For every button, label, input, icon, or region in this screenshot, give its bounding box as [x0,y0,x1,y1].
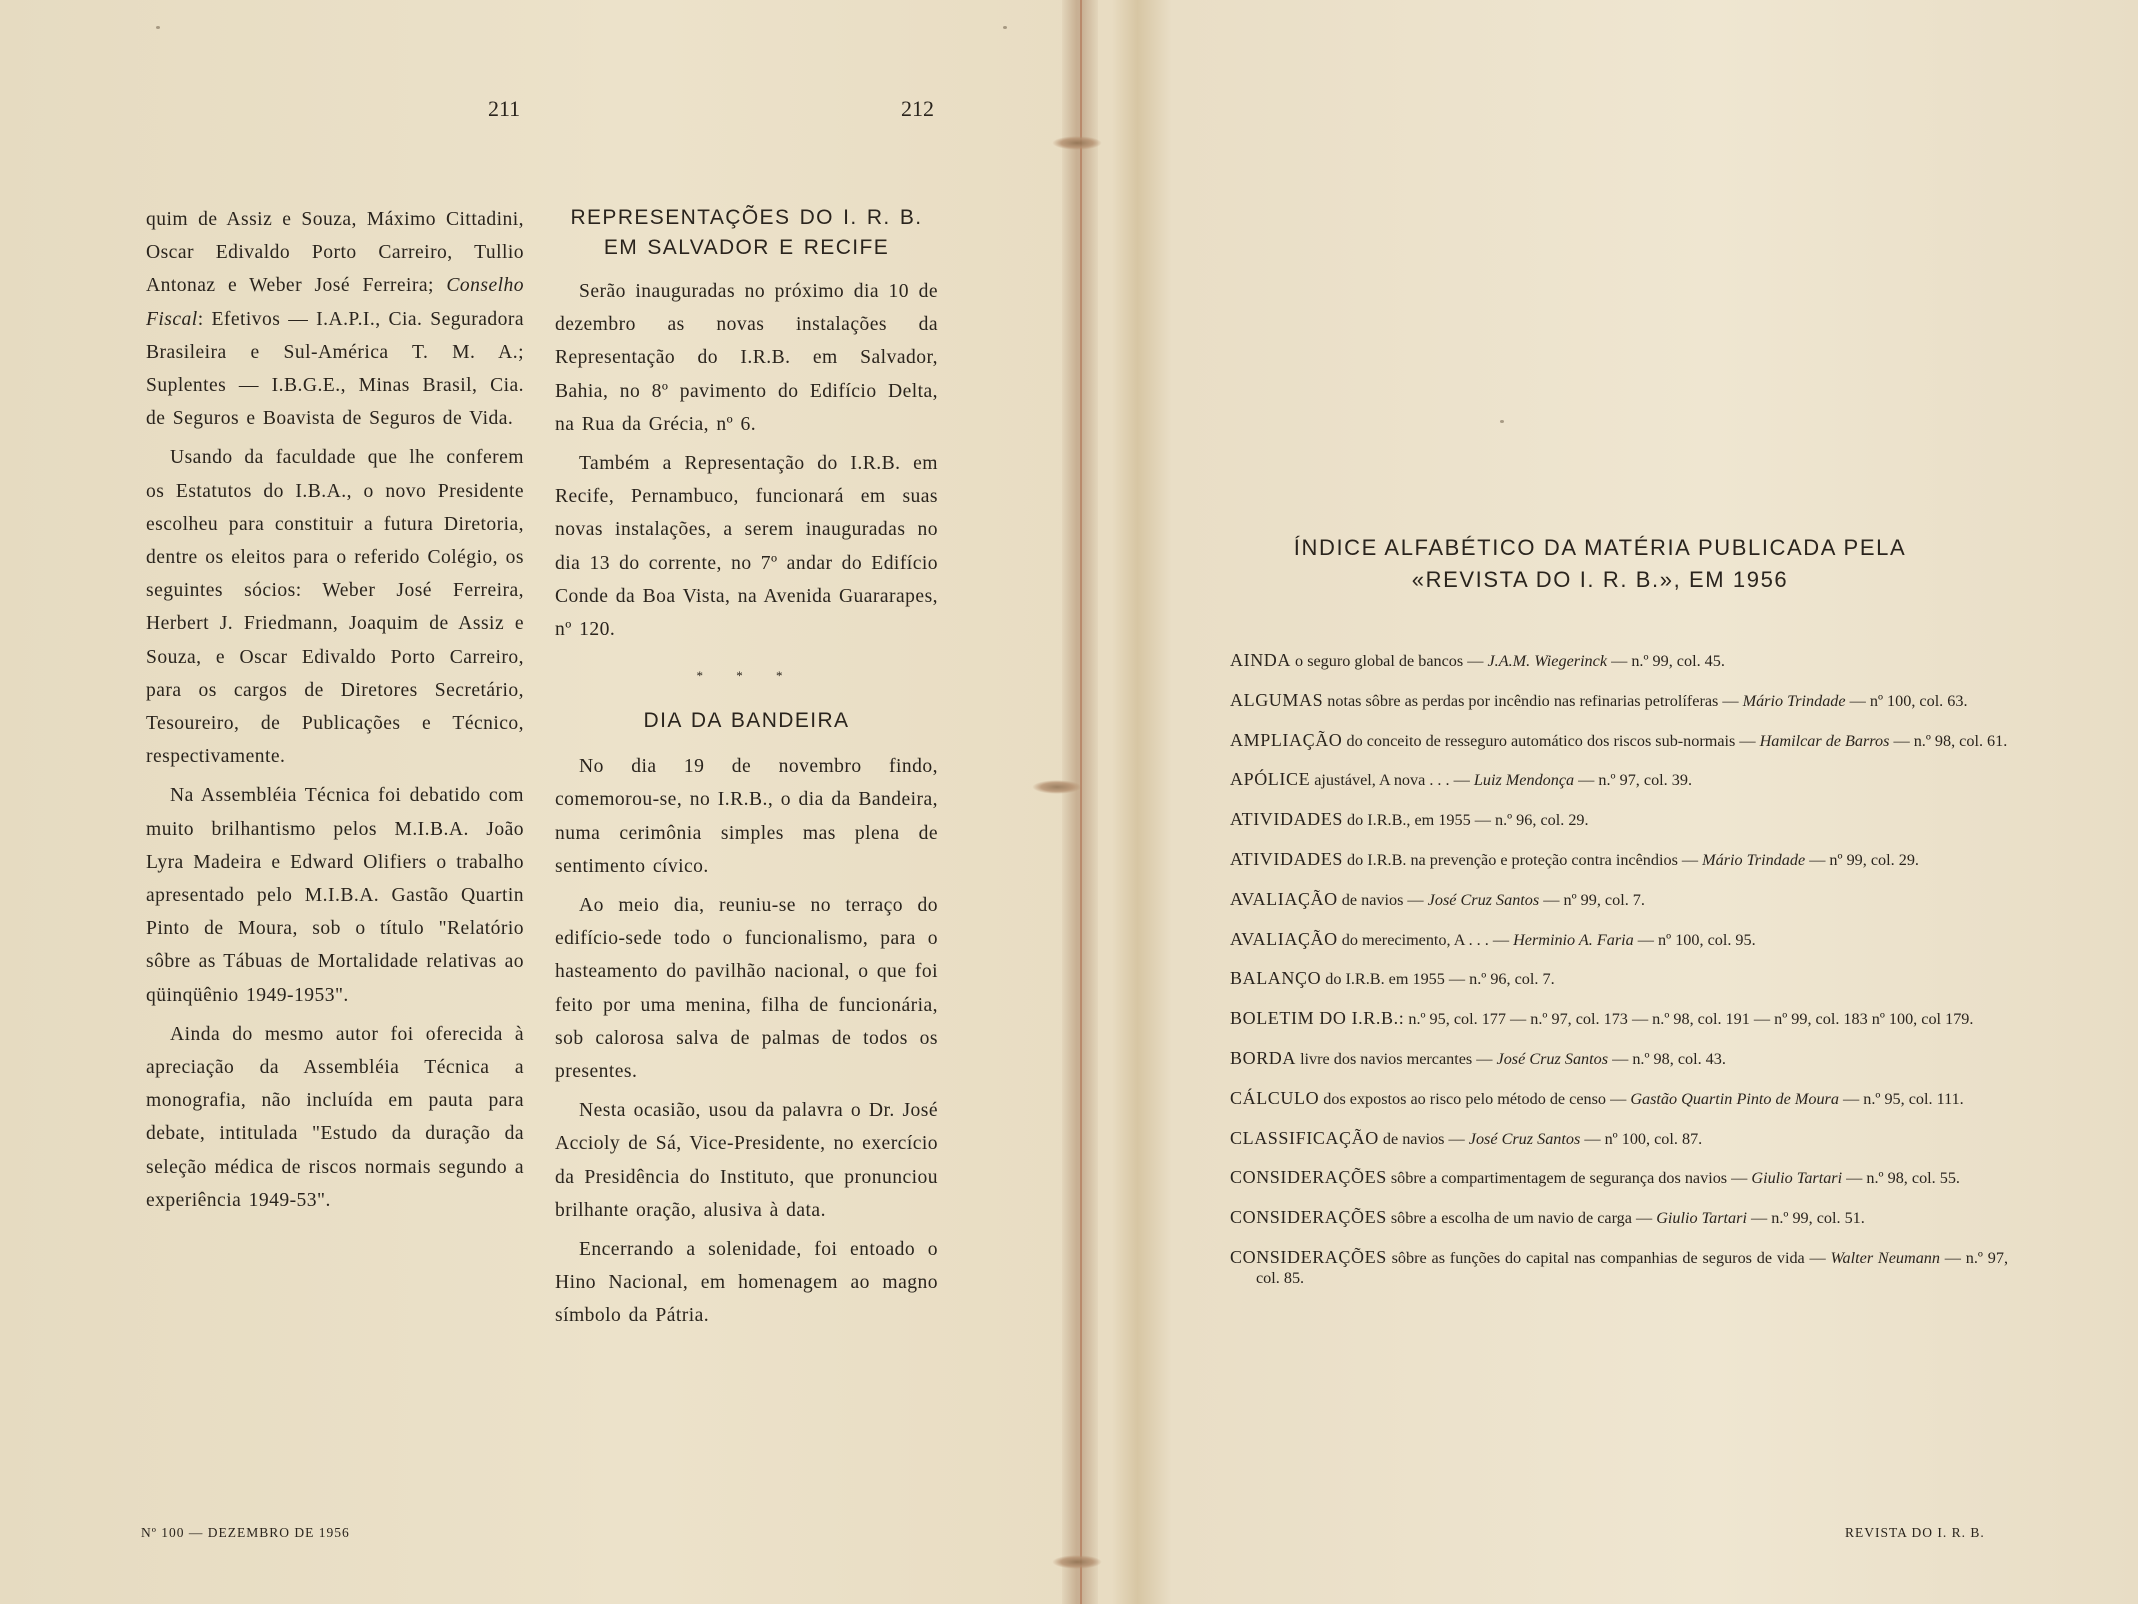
index-description: sôbre a compartimentagem de segurança dos navios — [1386,1169,1752,1188]
index-description: n.º 95, col. 177 — n.º 97, col. 173 — n.º 98, col. 191 — nº 99, col. 183 nº 100, col 179. [1404,1010,1974,1029]
index-author: José Cruz Santos [1496,1049,1609,1068]
index-description: livre dos navios mercantes — [1296,1049,1497,1068]
index-description: do I.R.B. em 1955 — n.º 96, col. 7. [1321,970,1555,989]
index-entry [1230,769,2008,790]
index-entry [1230,849,2008,870]
index-description: sôbre a escolha de um navio de carga — [1386,1209,1657,1228]
index-keyword: ALGUMAS [1230,689,1324,710]
page-number-left: 211 [488,96,521,121]
index-keyword: AMPLIAÇÃO [1230,729,1343,750]
index-reference: — nº 100, col. 63. [1845,691,1968,710]
paragraph: Ao meio dia, reuniu-se no terraço do edifício-sede todo o funcionalismo, para o hasteamento do pavilhão nacional, o que foi feito por uma menina, filha de funcionária, sob calorosa salva de palmas de todos os presentes. [555,895,938,1083]
index-author: José Cruz Santos [1427,890,1540,909]
index-entry [1230,1167,2008,1188]
index-keyword: BALANÇO [1230,968,1322,989]
section-separator: * * * [696,668,797,684]
index-author: Mário Trindade [1742,691,1846,710]
binding-fold-line [1080,0,1082,1604]
index-reference: — nº 99, col. 7. [1539,890,1645,909]
index-keyword: CONSIDERAÇÕES [1230,1246,1387,1267]
index-keyword: CONSIDERAÇÕES [1230,1207,1387,1228]
index-keyword: CLASSIFICAÇÃO [1230,1127,1379,1148]
paragraph: Serão inauguradas no próximo dia 10 de dezembro as novas instalações da Representação do I.R.B. em Salvador, Bahia, no 8º pavimento do Edifício Delta, na Rua da Grécia, nº 6. [555,281,938,435]
paragraph: Ainda do mesmo autor foi oferecida à apreciação da Assembléia Técnica a monografia, não incluída em pauta para debate, intitulada "Estudo da duração da seleção médica de riscos normais segundo a experiência 1949-53". [146,1023,524,1211]
index-description: do merecimento, A . . . — [1337,930,1514,949]
paper-speck [156,26,160,29]
index-reference: — n.º 97, col. 39. [1574,771,1692,790]
index-description: ajustável, A nova . . . — [1310,771,1474,790]
index-entry [1230,889,2008,910]
index-description: de navios — [1337,890,1428,909]
index-keyword: AINDA [1230,650,1291,670]
index-description: do I.R.B. na prevenção e proteção contra incêndios — [1343,850,1703,869]
footer-issue: Nº 100 — DEZEMBRO DE 1956 [141,1525,350,1540]
index-author: Mário Trindade [1702,850,1806,869]
paragraph: Usando da faculdade que lhe conferem os Estatutos do I.B.A., o novo Presidente escolheu para constituir a futura Diretoria, dentre os eleitos para o referido Colégio, os seguintes sócios: Weber José Ferreira, Herbert J. Friedmann, Joaquim de Assiz e Souza, e Oscar Edivaldo Porto Carreiro, para os cargos de Diretores Secretário, Tesoureiro, de Publicações e Técnico, respectivamente. [146,447,524,768]
index-entry [1230,809,2008,830]
index-reference: — n.º 98, col. 61. [1889,731,2008,750]
paper-speck [1500,420,1504,423]
index-author: Hamilcar de Barros [1759,731,1890,750]
index-keyword: AVALIAÇÃO [1230,888,1338,909]
index-reference: — n.º 99, col. 45. [1607,652,1725,670]
footer-journal: REVISTA DO I. R. B. [1845,1525,1985,1540]
index-entry [1230,1088,2008,1109]
index-author: Herminio A. Faria [1513,930,1634,949]
index-entry [1230,1048,2008,1069]
index-author: José Cruz Santos [1468,1129,1581,1148]
index-entry [1230,730,2008,751]
index-entry [1230,1008,2008,1029]
text-column-2 [555,203,938,1333]
index-description: de navios — [1378,1129,1469,1148]
index-reference: — nº 100, col. 87. [1580,1129,1703,1148]
paragraph-text: quim de Assiz e Souza, Máximo Cittadini, Oscar Edivaldo Porto Carreiro, Tullio Antonaz e Weber José Ferreira; Conselho Fiscal: Efetivos — I.A.P.I., Cia. Seguradora Brasileira e Sul-América T. M. A.; Suplentes — I.B.G.E., Minas Brasil, Cia. de Seguros e Boavista de Seguros de Vida. [146,209,524,430]
index-reference: — nº 100, col. 95. [1633,930,1756,949]
paragraph: Encerrando a solenidade, foi entoado o Hino Nacional, em homenagem ao magno símbolo da Pátria. [555,1239,938,1327]
index-reference: — n.º 95, col. 111. [1838,1089,1964,1108]
index-author: Giulio Tartari [1751,1169,1843,1188]
index-author: Luiz Mendonça [1473,771,1575,790]
heading-line: REPRESENTAÇÕES DO I. R. B. [570,206,923,229]
index-list [1230,650,2008,1307]
index-description: o seguro global de bancos — [1291,652,1488,670]
index-description: do conceito de resseguro automático dos riscos sub-normais — [1342,731,1760,750]
index-description: dos expostos ao risco pelo método de censo — [1319,1089,1631,1108]
index-reference: — n.º 99, col. 51. [1746,1209,1865,1228]
index-keyword: APÓLICE [1230,769,1311,790]
paper-speck [1003,26,1007,29]
page-number-middle: 212 [901,96,934,121]
index-description: sôbre as funções do capital nas companhias de seguros de vida — [1386,1248,1831,1267]
index-keyword: CÁLCULO [1230,1087,1320,1108]
paragraph: Também a Representação do I.R.B. em Recife, Pernambuco, funcionará em suas novas instalações, a serem inauguradas no dia 13 do corrente, no 7º andar do Edifício Conde da Boa Vista, na Avenida Guararapes, nº 120. [555,453,938,641]
index-reference: — nº 99, col. 29. [1805,850,1919,869]
index-title-line: «REVISTA DO I. R. B.», EM 1956 [1411,567,1789,592]
index-reference: — n.º 97, col. 85. [1256,1248,2008,1287]
paragraph: No dia 19 de novembro findo, comemorou-se, no I.R.B., o dia da Bandeira, numa cerimônia simples mas plena de sentimento cívico. [555,756,938,877]
index-keyword: BORDA [1230,1047,1297,1068]
index-reference: — n.º 98, col. 55. [1842,1169,1960,1188]
index-entry [1230,690,2008,711]
index-entry [1230,929,2008,950]
index-description: notas sôbre as perdas por incêndio nas refinarias petrolíferas — [1323,691,1743,710]
index-reference: — n.º 98, col. 43. [1608,1049,1726,1068]
heading-line: EM SALVADOR E RECIFE [603,236,890,259]
italic-term: Conselho Fiscal [146,275,524,330]
index-entry [1230,1247,2008,1288]
index-title-line: ÍNDICE ALFABÉTICO DA MATÉRIA PUBLICADA PELA [1293,535,1907,560]
index-entry [1230,650,2008,671]
index-author: Giulio Tartari [1656,1209,1747,1228]
index-keyword: ATIVIDADES [1230,848,1343,869]
index-keyword: ATIVIDADES [1230,809,1343,830]
index-author: Walter Neumann [1830,1248,1940,1267]
index-keyword: CONSIDERAÇÕES [1230,1167,1387,1188]
index-keyword: BOLETIM DO I.R.B.: [1230,1008,1405,1029]
index-keyword: AVALIAÇÃO [1230,928,1338,949]
paragraph: Na Assembléia Técnica foi debatido com muito brilhantismo pelos M.I.B.A. João Lyra Madeira e Edward Olifiers o trabalho apresentado pelo M.I.B.A. Gastão Quartin Pinto de Moura, sob o título "Relatório sôbre as Tábuas de Mortalidade relativas ao qüinqüênio 1949-1953". [146,785,524,1006]
paragraph [146,203,524,435]
section-heading-representacoes [555,203,938,263]
index-entry [1230,968,2008,989]
text-column-1 [146,203,524,1217]
index-entry [1230,1207,2008,1228]
index-description: do I.R.B., em 1955 — n.º 96, col. 29. [1343,811,1589,830]
index-entry [1230,1128,2008,1149]
section-heading-dia-da-bandeira: DIA DA BANDEIRA [643,709,850,733]
index-author: J.A.M. Wiegerinck [1487,652,1608,670]
index-title [1240,532,1960,596]
paragraph: Nesta ocasião, usou da palavra o Dr. José Accioly de Sá, Vice-Presidente, no exercício da Presidência do Instituto, que pronunciou brilhante oração, alusiva à data. [555,1100,938,1221]
index-author: Gastão Quartin Pinto de Moura [1630,1089,1839,1108]
